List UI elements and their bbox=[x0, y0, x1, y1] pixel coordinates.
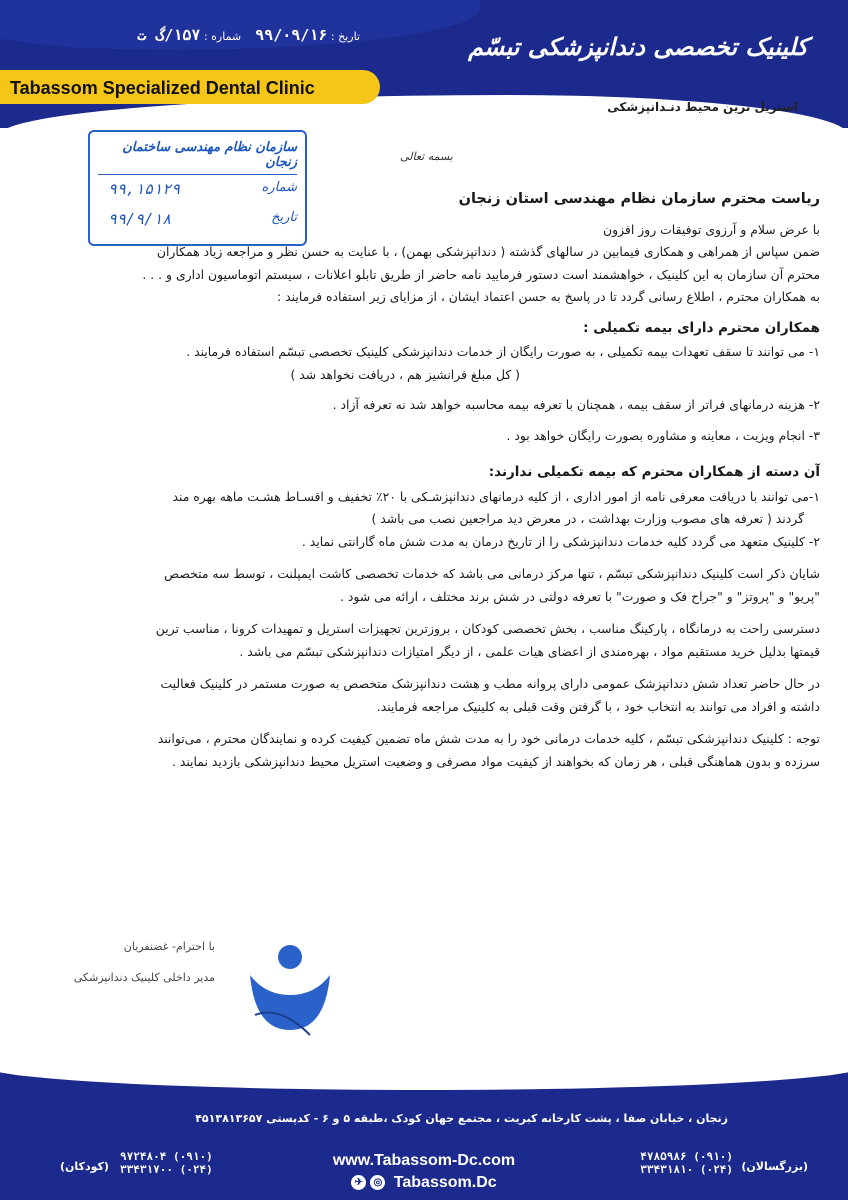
list-item: ۳- انجام ویزیت ، معاینه و مشاوره بصورت رایگان خواهد بود . bbox=[506, 427, 820, 443]
phone-number: (۰۹۱۰) ۴۷۸۵۹۸۶ bbox=[640, 1150, 733, 1163]
paragraph-access: دسترسی راحت به درمانگاه ، پارکینگ مناسب ، بخش تخصصی کودکان ، بروزترین تجهیزات استریل و تمهیدات کرونا ، مناسب ترین bbox=[155, 621, 820, 636]
phones-adults-label: (بزرگسالان) bbox=[741, 1160, 808, 1173]
paragraph-note: سرزده و بدون هماهنگی قبلی ، هر زمان که بخواهند از کیفیت مواد مصرفی و وضعیت استریل محیط دندانپزشکی بازدید نمایند . bbox=[171, 753, 820, 769]
stamp-number-value: ۹۹,۱۵۱۲۹ bbox=[108, 180, 181, 198]
number-label: شماره : bbox=[203, 30, 242, 43]
phone-number: (۰۲۴) ۳۳۴۳۱۷۰۰ bbox=[120, 1163, 213, 1176]
date-number-line bbox=[40, 26, 360, 44]
list-item: ۱-می توانند با دریافت معرفی نامه از امور اداری ، از کلیه درمانهای دندانپزشـکی با ۲۰٪ تخفیف و اقسـاط هشـت ماهه بهره مند bbox=[172, 488, 820, 504]
intro-line: محترم آن سازمان به این کلینیک ، خواهشمند است دستور فرمایید نامه حاضر از طریق تابلو اعلانات ، سیستم اتوماسیون اداری و . . . bbox=[142, 266, 820, 282]
paragraph-staff: داشته و افراد می توانند به انتخاب خود ، با گرفتن وقت قبلی به کلینیک مراجعه فرمایند. bbox=[376, 698, 820, 714]
letterhead-footer bbox=[0, 1070, 848, 1200]
letter-body bbox=[20, 188, 820, 773]
signature-regards: با احترام- غضنفریان bbox=[123, 940, 215, 953]
stamp-number-label: شماره bbox=[261, 180, 297, 195]
phones-children-label: (کودکان) bbox=[60, 1160, 109, 1173]
date-label: تاریخ : bbox=[330, 30, 360, 43]
paragraph-implant: "پریو" و "پروتز" و "جراح فک و صورت" با تعرفه دولتی در شش برند مختلف ، ارائه می شود . bbox=[340, 588, 820, 604]
signature-title: مدیر داخلی کلینیک دندانپزشکی bbox=[73, 971, 215, 984]
phones-adults bbox=[640, 1150, 733, 1176]
social-handle-row bbox=[0, 1174, 848, 1192]
paragraph-note: توجه : کلینیک دندانپزشکی تبسّم ، کلیه خدمات درمانی خود را به مدت شش ماه تضمین کیفیت کرده و نمایندگان محترم ، می‌توانند bbox=[157, 731, 820, 746]
stamp-org: سازمان نظام مهندسی ساختمان زنجان bbox=[98, 140, 297, 175]
clinic-name-fa: کلینیک تخصصی دندانپزشکی تبسّم bbox=[468, 32, 808, 61]
section-uninsured-title: آن دسته از همکاران محترم که بیمه تکمیلی ندارند: bbox=[488, 464, 820, 480]
phone-number: (۰۹۱۰) ۹۷۲۴۸۰۴ bbox=[120, 1150, 213, 1163]
list-item: ۲- کلینیک متعهد می گردد کلیه خدمات دندانپزشکی را از تاریخ درمان به مدت شش ماه گارانتی نماید . bbox=[301, 533, 820, 549]
greeting: با عرض سلام و آرزوی توفیقات روز افزون bbox=[603, 221, 820, 237]
list-item: ۲- هزینه درمانهای فراتر از سقف بیمه ، همچنان با تعرفه بیمه محاسبه خواهد شد نه تعرفه آزاد . bbox=[332, 397, 820, 412]
social-handle: Tabassom.Dc bbox=[393, 1174, 497, 1191]
clinic-website: www.Tabassom-Dc.com bbox=[332, 1152, 516, 1169]
intro-line: ضمن سپاس از همراهی و همکاری فیمابین در سالهای گذشته ( دندانپزشکی بهمن) ، با عنایت به حسن نظر و مراجعه زیاد همکاران bbox=[156, 244, 820, 259]
phone-number: (۰۲۴) ۳۳۴۳۱۸۱۰ bbox=[640, 1163, 733, 1176]
date-value: ۹۹/۰۹/۱۶ bbox=[255, 26, 328, 44]
stamp-date-label: تاریخ bbox=[271, 210, 297, 225]
stamp-date-value: ۹۹/۹/۱۸ bbox=[108, 210, 172, 228]
intro-line: به همکاران محترم ، اطلاع رسانی گردد تا در پاسخ به حسن اعتماد ایشان ، از مزایای زیر استفاده فرمایند : bbox=[277, 289, 820, 304]
clinic-name-en: Tabassom Specialized Dental Clinic bbox=[10, 78, 315, 98]
recipient: ریاست محترم سازمان نظام مهندسی استان زنجان bbox=[458, 191, 820, 207]
paragraph-implant: شایان ذکر است کلینیک دندانپزشکی تبسّم ، تنها مرکز درمانی می باشد که خدمات تخصصی کاشت ایمپلنت ، توسط سه متخصص bbox=[164, 566, 820, 581]
telegram-icon: ✈ bbox=[351, 1175, 366, 1190]
instagram-icon: ◎ bbox=[370, 1175, 385, 1190]
clinic-address: زنجان ، خیابان صفا ، پشت کارخانه کبریت ، مجتمع جهان کودک ،طبقه ۵ و ۶ - کدپستی ۴۵۱۳۸۱۳۶۵۷ bbox=[195, 1112, 728, 1125]
list-item: گردند ( تعرفه های مصوب وزارت بهداشت ، در معرض دید مراجعین نصب می باشد ) bbox=[371, 511, 804, 526]
clinic-tagline: استریل ترین محیط دنـدانپزشکی bbox=[607, 100, 798, 114]
clinic-seal-icon bbox=[235, 935, 345, 1045]
bismillah: بسمه تعالی bbox=[400, 150, 453, 163]
list-item: ( کل مبلغ فرانشیز هم ، دریافت نخواهد شد ) bbox=[290, 366, 520, 382]
signature-block bbox=[73, 935, 365, 1045]
paragraph-access: قیمتها بدلیل خرید مستقیم مواد ، بهره‌مندی از اعضای هیات علمی ، از دیگر امتیازات دندانپزشکی تبسّم می باشد . bbox=[239, 643, 820, 659]
section-insured-title: همکاران محترم دارای بیمه تکمیلی : bbox=[583, 319, 820, 336]
paragraph-staff: در حال حاضر تعداد شش دندانپزشک عمومی دارای پروانه مطب و هشت دندانپزشک متخصص به صورت مستمر در کلینیک فعالیت bbox=[160, 676, 820, 691]
number-value: ۱۵۷/گ ت bbox=[137, 26, 201, 44]
signature-text bbox=[15, 940, 215, 1002]
list-item: ۱- می توانند تا سقف تعهدات بیمه تکمیلی ، به صورت رایگان از خدمات دندانپزشکی کلینیک تخصصی تبسّم استفاده فرمایند . bbox=[186, 344, 820, 359]
